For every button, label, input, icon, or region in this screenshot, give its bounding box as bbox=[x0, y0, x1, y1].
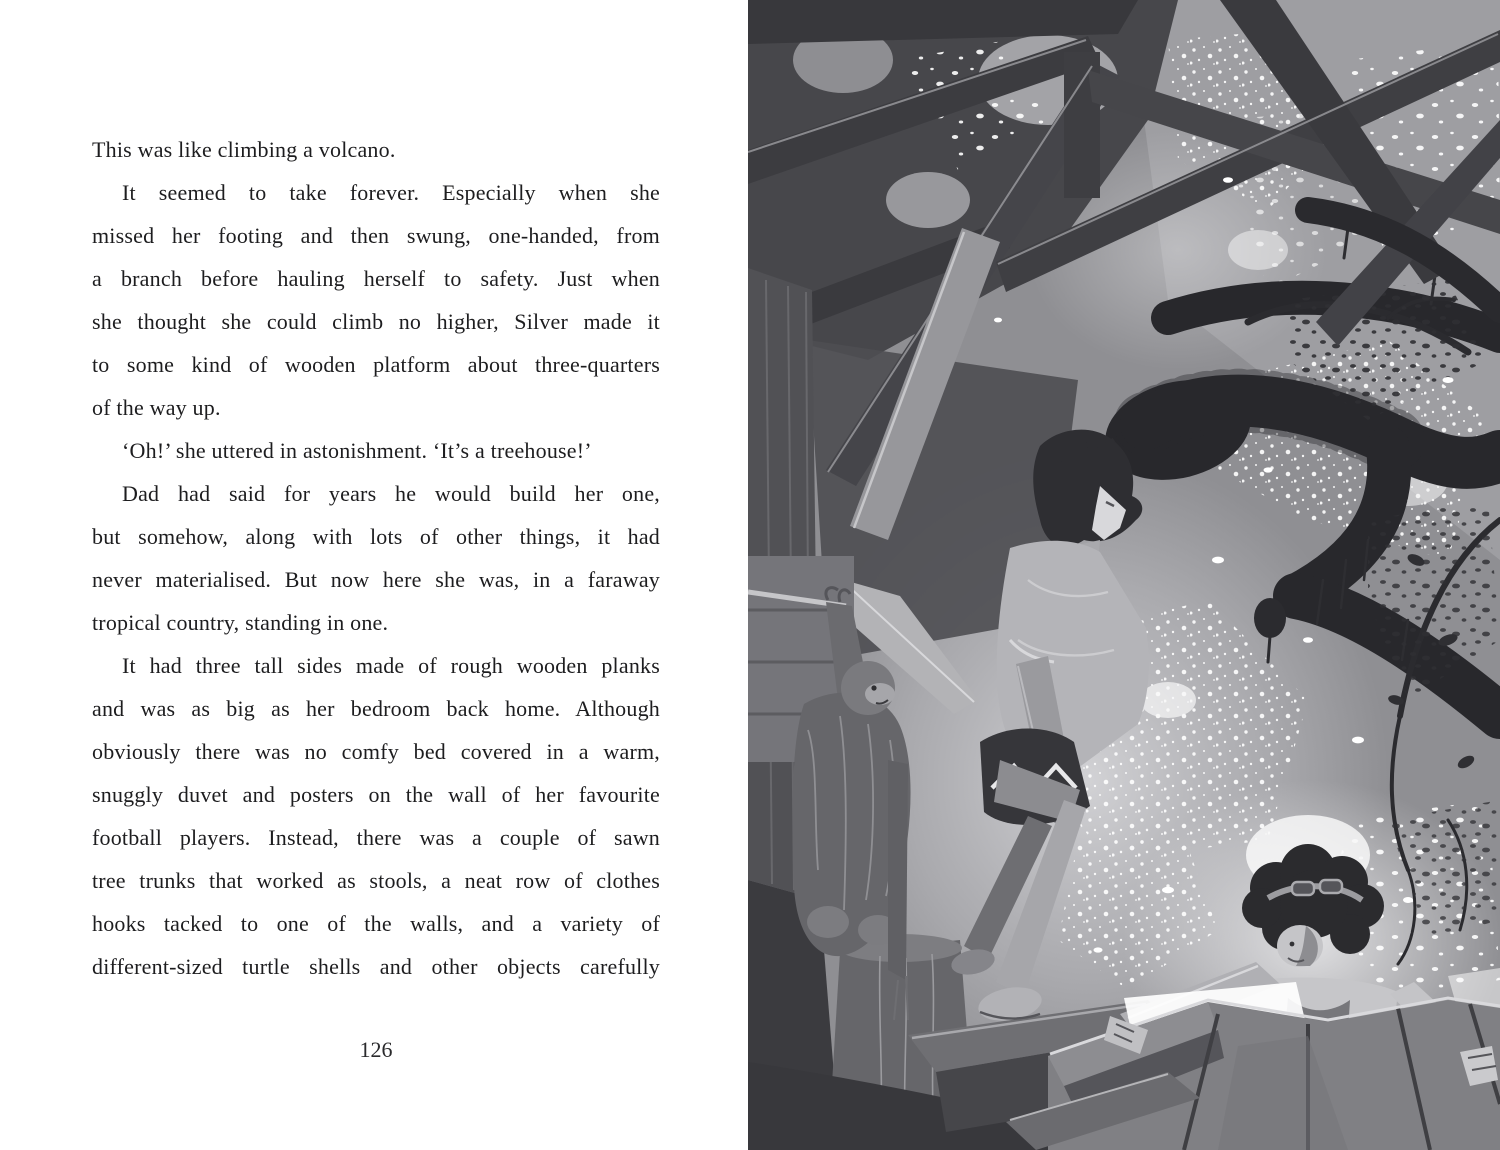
treehouse-illustration bbox=[748, 0, 1500, 1150]
left-page bbox=[92, 128, 660, 988]
page-text bbox=[92, 128, 660, 988]
text-line: missed her footing and then swung, one-handed, from bbox=[92, 223, 660, 248]
text-line: different-sized turtle shells and other objects carefully bbox=[92, 954, 660, 979]
text-line: a branch before hauling herself to safety. Just when bbox=[92, 266, 660, 291]
text-line: hooks tacked to one of the walls, and a variety of bbox=[92, 911, 660, 936]
paragraph bbox=[92, 472, 660, 644]
text-line: tropical country, standing in one. bbox=[92, 610, 389, 635]
paragraph bbox=[92, 429, 660, 472]
text-line: never materialised. But now here she was, in a faraway bbox=[92, 567, 660, 592]
paragraph bbox=[92, 171, 660, 429]
paragraph bbox=[92, 128, 660, 171]
text-line: Dad had said for years he would build her one, bbox=[122, 481, 660, 506]
text-line: football players. Instead, there was a couple of sawn bbox=[92, 825, 660, 850]
text-line: obviously there was no comfy bed covered in a warm, bbox=[92, 739, 660, 764]
text-line: It seemed to take forever. Especially when she bbox=[122, 180, 660, 205]
right-page-illustration bbox=[748, 0, 1500, 1150]
text-line: This was like climbing a volcano. bbox=[92, 137, 396, 162]
text-line: she thought she could climb no higher, Silver made it bbox=[92, 309, 660, 334]
text-line: snuggly duvet and posters on the wall of her favourite bbox=[92, 782, 660, 807]
page-number: 126 bbox=[359, 1037, 393, 1062]
text-line: ‘Oh!’ she uttered in astonishment. ‘It’s a treehouse!’ bbox=[122, 438, 592, 463]
text-line: and was as big as her bedroom back home. Although bbox=[92, 696, 660, 721]
paragraph bbox=[92, 644, 660, 988]
text-line: tree trunks that worked as stools, a neat row of clothes bbox=[92, 868, 660, 893]
text-line: of the way up. bbox=[92, 395, 221, 420]
text-line: to some kind of wooden platform about three-quarters bbox=[92, 352, 660, 377]
text-line: but somehow, along with lots of other things, it had bbox=[92, 524, 660, 549]
text-line: It had three tall sides made of rough wooden planks bbox=[122, 653, 660, 678]
